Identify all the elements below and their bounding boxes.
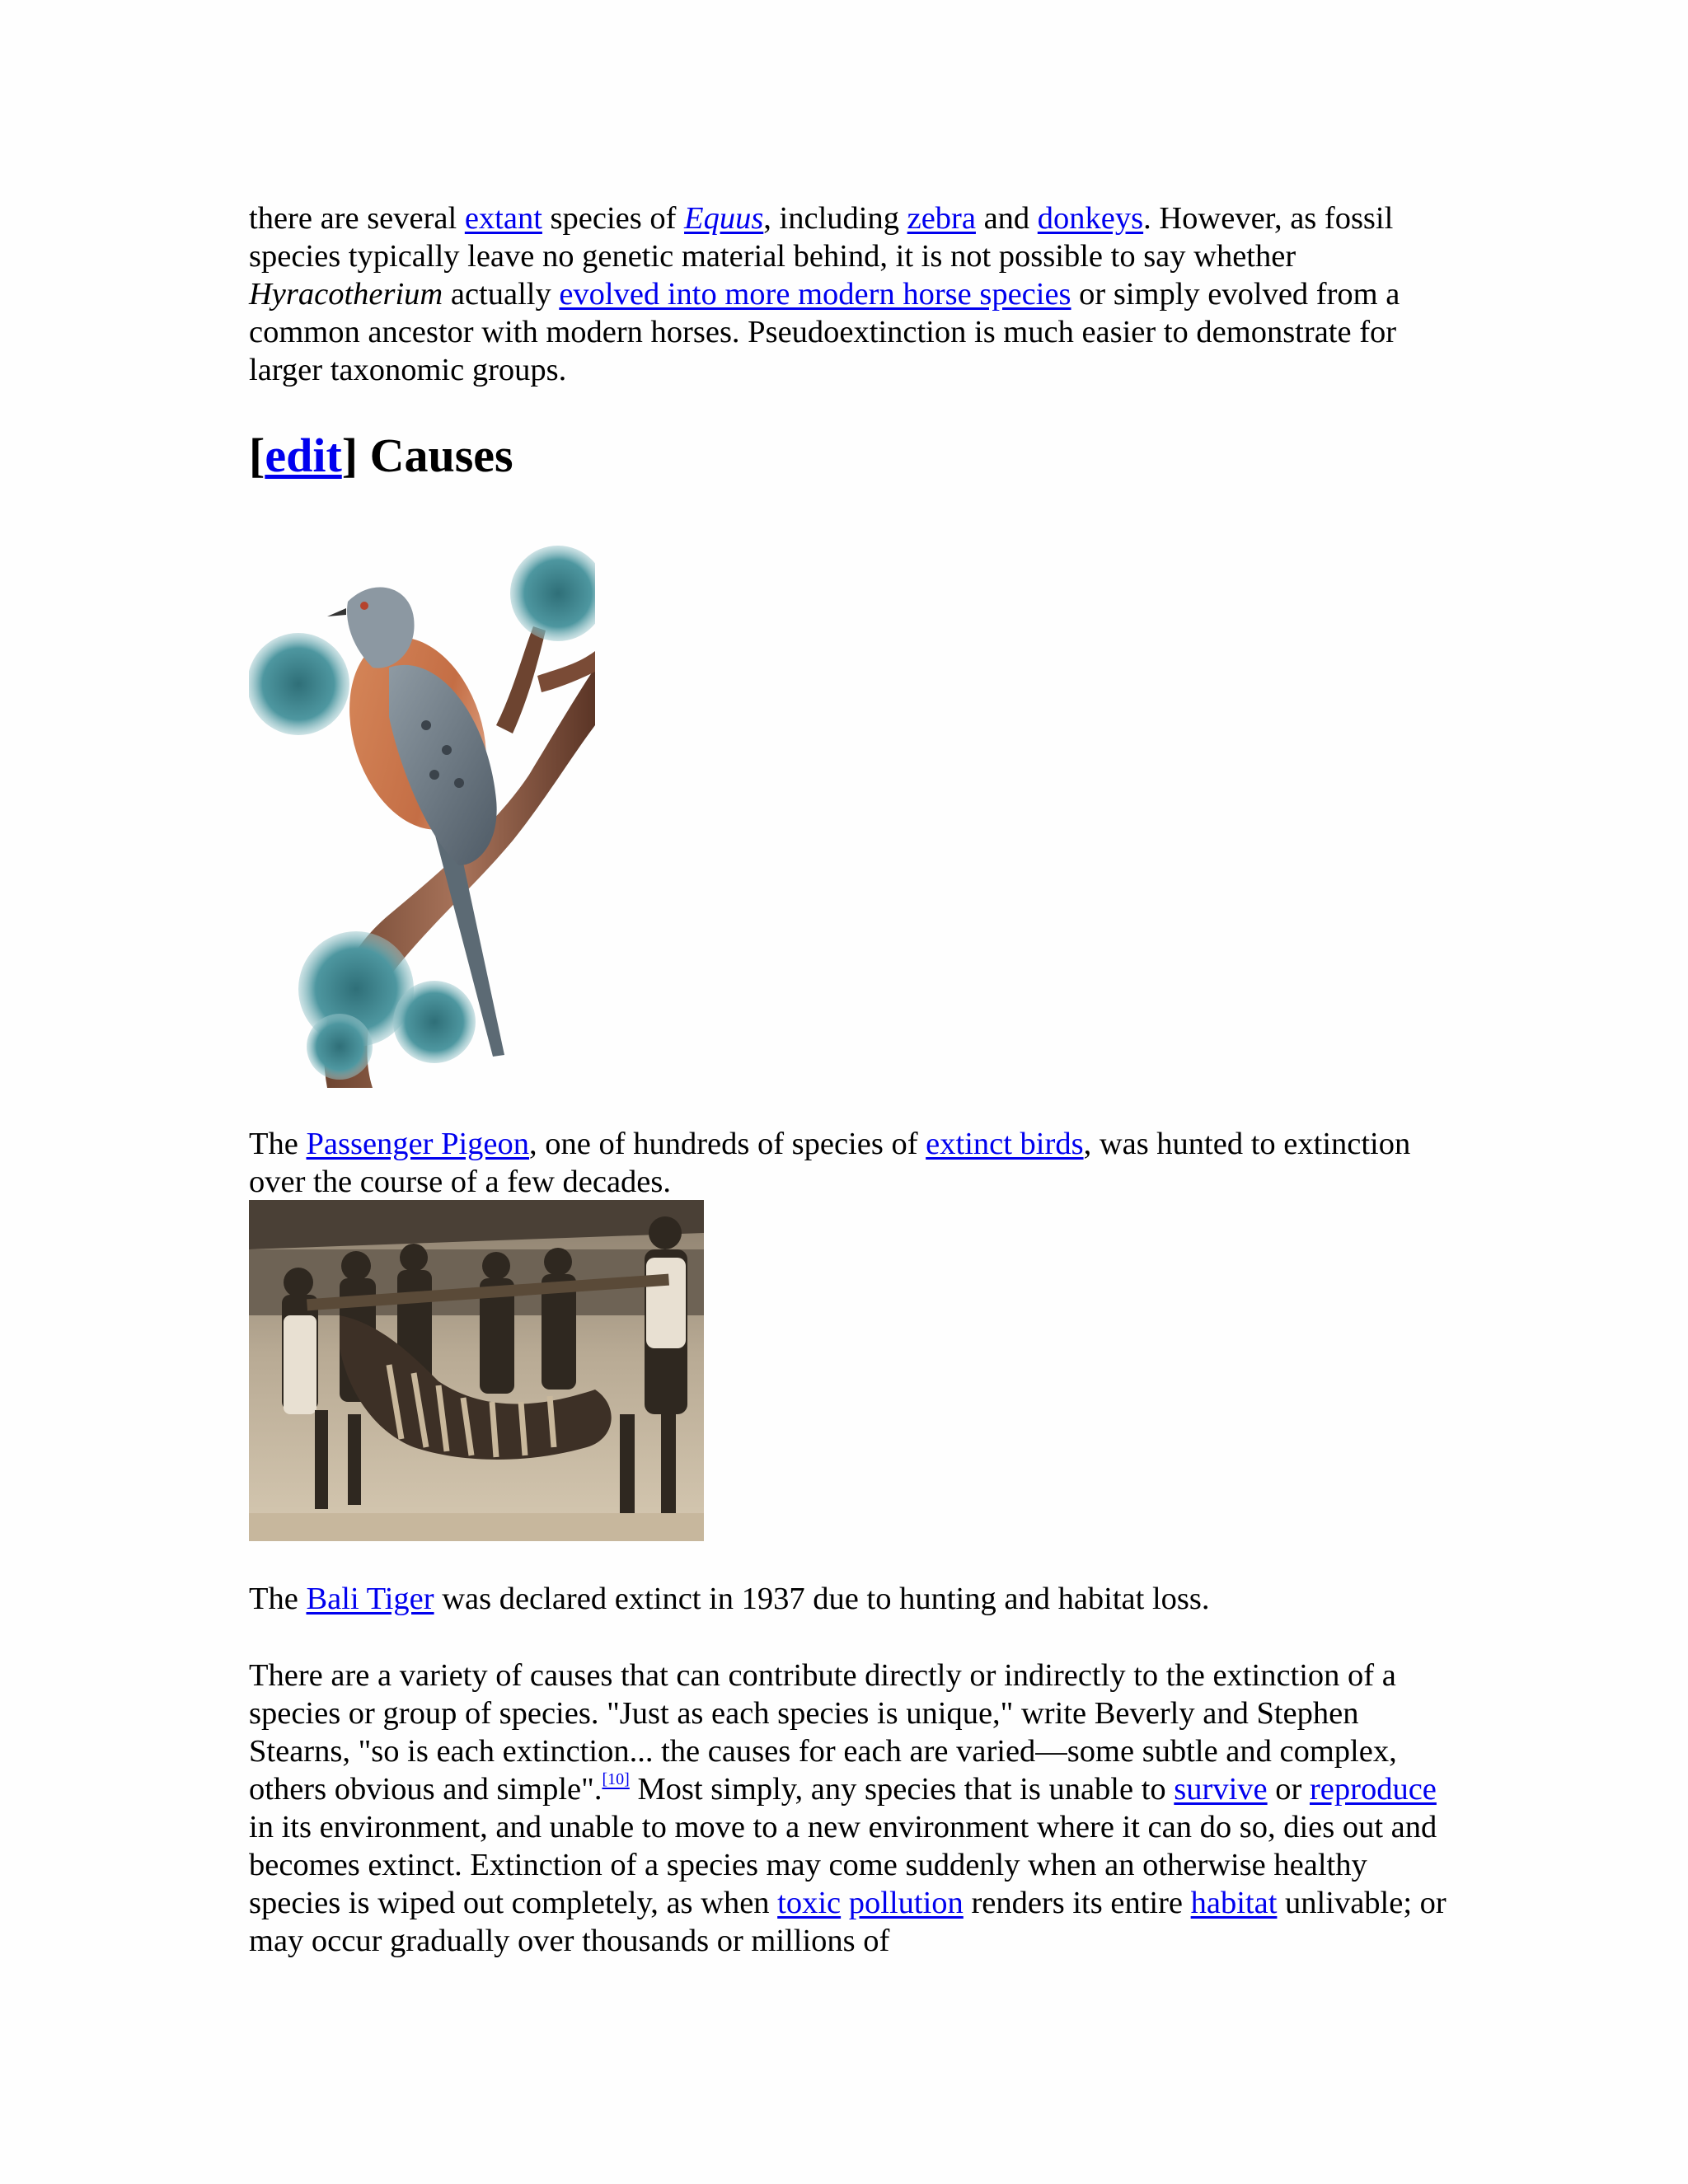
link-survive[interactable]: survive — [1174, 1772, 1268, 1807]
edit-bracket-close: ] — [341, 429, 359, 482]
edit-bracket-open: [ — [249, 429, 265, 482]
link-toxic[interactable]: toxic — [777, 1886, 842, 1920]
passenger-pigeon-image[interactable] — [249, 527, 595, 1088]
caption-text: , one of hundreds of species of — [529, 1127, 926, 1161]
link-equus[interactable] — [684, 201, 763, 236]
intro-text: . However, as fossil species typically leave no genetic material behind, it is not possible to say whether — [249, 201, 1394, 274]
intro-text: and — [975, 201, 1038, 236]
link-extinct-birds[interactable]: extinct birds — [926, 1127, 1084, 1161]
caption-text: The — [249, 1582, 307, 1616]
section-title: Causes — [358, 429, 513, 482]
link-habitat[interactable]: habitat — [1190, 1886, 1278, 1920]
intro-text: there are several — [249, 201, 465, 236]
link-equus-label: Equus — [684, 201, 764, 236]
link-extant[interactable]: extant — [464, 201, 542, 236]
link-passenger-pigeon[interactable]: Passenger Pigeon — [306, 1127, 530, 1161]
caption-text: , was hunted to extinction over the course of a few decades. — [249, 1127, 1411, 1199]
link-zebra[interactable]: zebra — [907, 201, 976, 236]
causes-text: renders its entire — [963, 1886, 1191, 1920]
caption-text: The — [249, 1127, 307, 1161]
intro-text: species of — [542, 201, 685, 236]
link-evolution-of-the-horse[interactable]: evolved into more modern horse species — [559, 277, 1071, 312]
pigeon-caption — [249, 1125, 1452, 1201]
causes-text: in its environment, and unable to move to a new environment where it can do so, dies out and becomes extinct. Extinction of a species may come suddenly when an otherwise healthy species is wiped out completely, as when — [249, 1810, 1437, 1920]
causes-text — [841, 1886, 849, 1920]
causes-text: or — [1267, 1772, 1310, 1807]
link-reproduce[interactable]: reproduce — [1309, 1772, 1437, 1807]
causes-text: Most simply, any species that is unable to — [629, 1772, 1175, 1807]
causes-text: unlivable; or may occur gradually over thousands or millions of — [249, 1886, 1447, 1958]
citation-10[interactable]: [10] — [602, 1770, 630, 1788]
causes-paragraph — [249, 1657, 1452, 1960]
intro-text: or simply evolved from a common ancestor with modern horses. Pseudoextinction is much easier to demonstrate for larger taxonomic groups. — [249, 277, 1400, 387]
link-donkeys[interactable]: donkeys — [1037, 201, 1144, 236]
edit-section-link[interactable]: edit — [265, 429, 342, 482]
tiger-caption — [249, 1580, 1452, 1618]
caption-text: was declared extinct in 1937 due to hunting and habitat loss. — [434, 1582, 1210, 1616]
causes-text: There are a variety of causes that can contribute directly or indirectly to the extinction of a species or group of species. "Just as each species is unique," write Beverly and Stephen Stearns, "so is each extinction... the causes for each are varied—some subtle and complex, others obvious and simple". — [249, 1658, 1397, 1807]
bali-tiger-image[interactable] — [249, 1200, 704, 1541]
hyracotherium-term: Hyracotherium — [249, 277, 443, 312]
section-heading-causes — [249, 427, 513, 485]
link-pollution[interactable]: pollution — [848, 1886, 964, 1920]
intro-text: actually — [443, 277, 560, 312]
intro-paragraph — [249, 199, 1452, 389]
intro-text: , including — [763, 201, 907, 236]
link-bali-tiger[interactable]: Bali Tiger — [306, 1582, 434, 1616]
